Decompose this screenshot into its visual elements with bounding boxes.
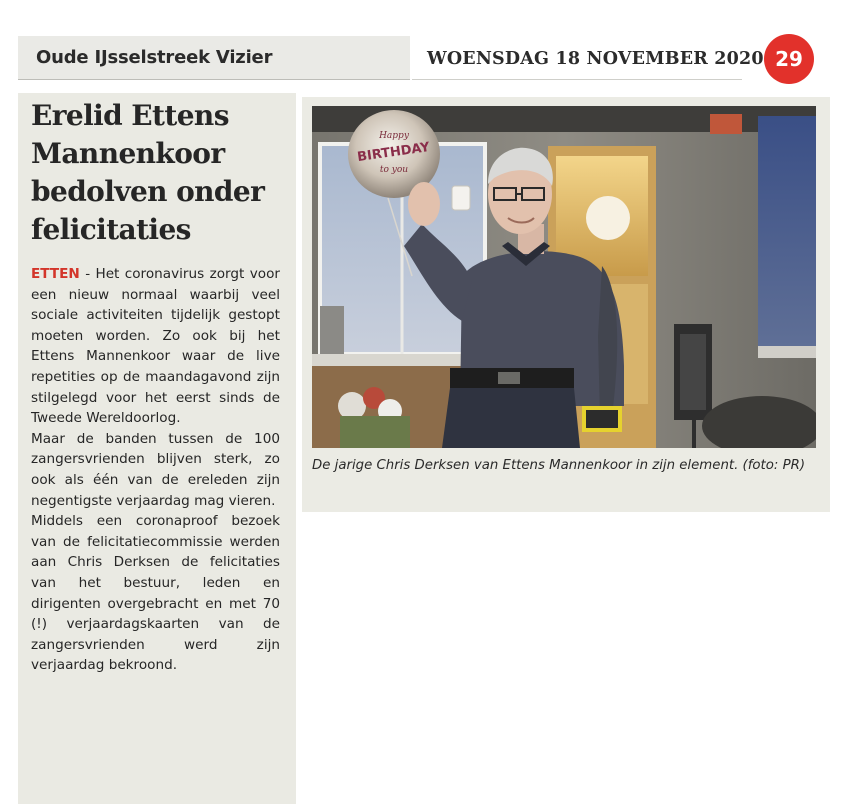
article-body bbox=[31, 264, 280, 676]
photo-illustration bbox=[312, 106, 816, 448]
publication-name: Oude IJsselstreek Vizier bbox=[36, 47, 273, 68]
balloon-text-1: Happy bbox=[379, 131, 409, 141]
header-rule bbox=[18, 79, 410, 80]
photo-caption: De jarige Chris Derksen van Ettens Mannenkoor in zijn element. (foto: PR) bbox=[312, 458, 806, 473]
article-photo bbox=[312, 106, 816, 448]
paragraph-1 bbox=[31, 264, 280, 429]
issue-date: WOENSDAG 18 NOVEMBER 2020 bbox=[427, 49, 764, 69]
paragraph-3: Middels een coronaproof bezoek van de felicitatiecommissie werden aan Chris Derksen de felicitaties van het bestuur, leden en dirigenten overgebracht en met 70 (!) verjaardagskaarten van de zangersvrienden werd zijn verjaardag bekroond. bbox=[31, 513, 280, 674]
page-number-badge: 29 bbox=[764, 34, 814, 84]
paragraph-1-text: - Het coronavirus zorgt voor een nieuw normaal waarbij veel sociale activiteiten tijdelijk gestopt moeten worden. Zo ook bij het Ettens Mannenkoor waar de live repetities op de maandagavond zijn stilgelegd voor het eerst sinds de Tweede Wereldoorlog. bbox=[31, 266, 280, 427]
dateline: ETTEN bbox=[31, 266, 80, 282]
balloon-text-3: to you bbox=[379, 165, 409, 175]
paragraph-2: Maar de banden tussen de 100 zangersvrienden blijven sterk, zo ook als één van de ereleden zijn negentigste verjaardag mag vieren. bbox=[31, 430, 280, 509]
date-rule bbox=[412, 79, 742, 80]
balloon-text-2: BIRTHDAY bbox=[356, 140, 431, 166]
headline: Erelid Ettens Mannenkoor bedolven onder felicitaties bbox=[31, 99, 265, 246]
